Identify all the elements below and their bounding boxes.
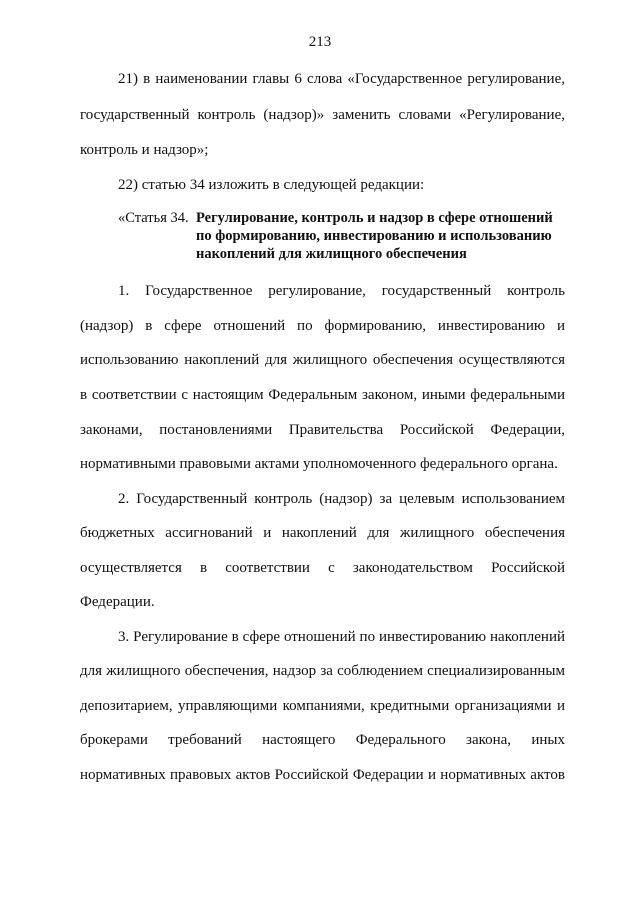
text-line: бюджетных ассигнований и накоплений для жилищного обеспечения	[80, 525, 565, 541]
text-line: контроль и надзор»;	[80, 142, 209, 158]
item-22: 22) статью 34 изложить в следующей редакции:	[118, 177, 425, 193]
text-line: (надзор) в сфере отношений по формированию, инвестированию и	[80, 318, 565, 334]
text-line: 2. Государственный контроль (надзор) за целевым использованием	[118, 491, 565, 507]
text-line: использованию накоплений для жилищного обеспечения осуществляются	[80, 352, 565, 368]
article-label: «Статья 34.	[118, 210, 189, 226]
text-line: брокерами требований настоящего Федерального закона, иных	[80, 732, 565, 748]
text-line: нормативных правовых актов Российской Федерации и нормативных актов	[80, 767, 565, 783]
text-line: для жилищного обеспечения, надзор за соблюдением специализированным	[80, 663, 565, 679]
page-number: 213	[308, 34, 332, 50]
text-line: осуществляется в соответствии с законодательством Российской	[80, 560, 565, 576]
text-line: законами, постановлениями Правительства Российской Федерации,	[80, 422, 565, 438]
text-line: Федерации.	[80, 594, 155, 610]
text-line: нормативными правовыми актами уполномоченного федерального органа.	[80, 456, 558, 472]
text-line: 21) в наименовании главы 6 слова «Государственное регулирование,	[118, 71, 565, 87]
article-title-line: накоплений для жилищного обеспечения	[196, 246, 467, 262]
text-line: депозитарием, управляющими компаниями, кредитными организациями и	[80, 698, 565, 714]
text-line: в соответствии с настоящим Федеральным законом, иными федеральными	[80, 387, 565, 403]
text-line: государственный контроль (надзор)» заменить словами «Регулирование,	[80, 107, 565, 123]
article-title-line: по формированию, инвестированию и использованию	[196, 228, 552, 244]
text-line: 1. Государственное регулирование, государственный контроль	[118, 283, 565, 299]
article-title-line: Регулирование, контроль и надзор в сфере отношений	[196, 210, 553, 226]
text-line: 3. Регулирование в сфере отношений по инвестированию накоплений	[118, 629, 565, 645]
